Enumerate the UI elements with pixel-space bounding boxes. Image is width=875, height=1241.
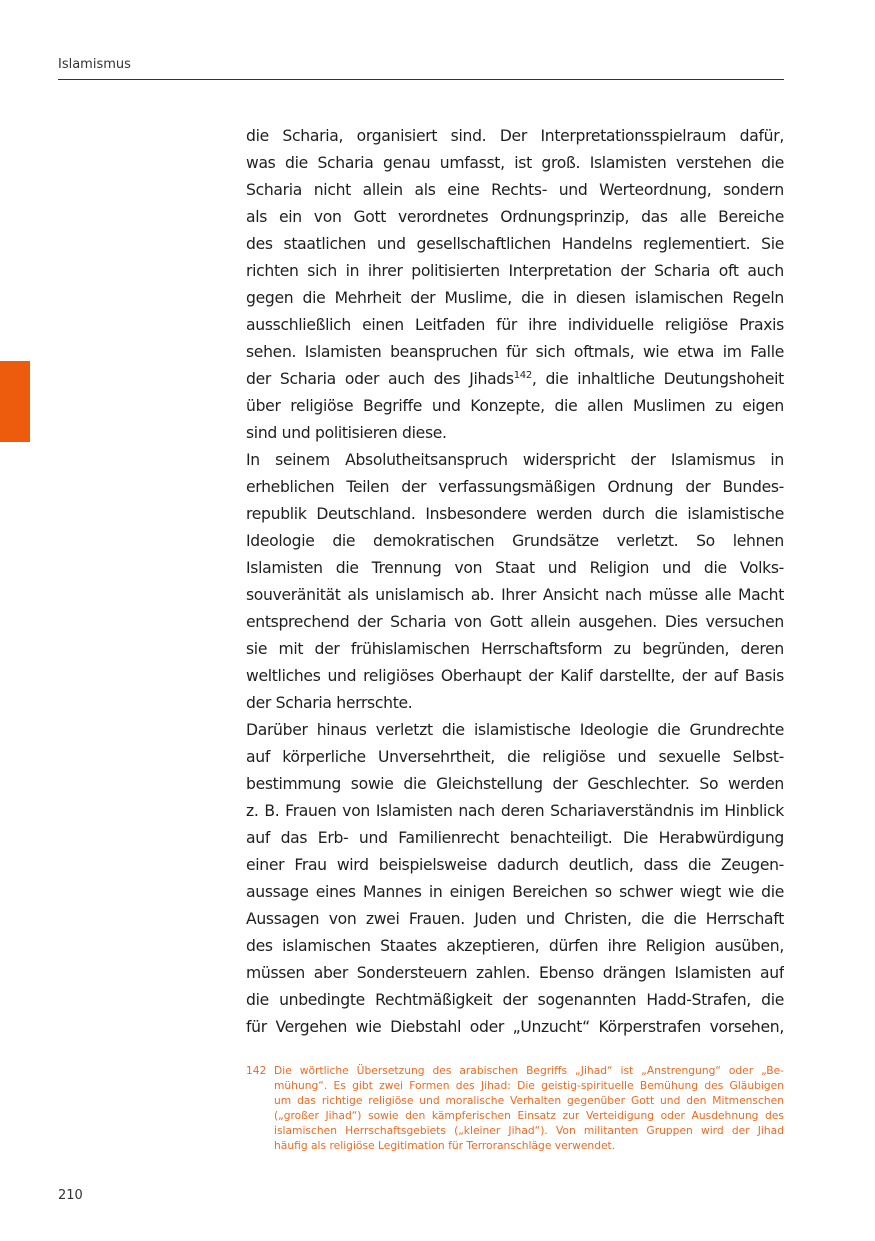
- text-fragment: der Scharia oder auch des Jihads: [246, 370, 514, 388]
- text-line: die Scharia, organisiert sind. Der Interpretationsspielraum dafür,: [246, 127, 784, 145]
- footnote-text: [274, 1063, 784, 1153]
- footnote-line: islamischen Herrschaftsgebiets („kleiner Jihad“). Von militanten Gruppen wird der Jihad: [274, 1124, 784, 1137]
- paragraph-2: [246, 447, 784, 717]
- footnote-line: häufig als religiöse Legitimation für Terroranschläge verwendet.: [274, 1139, 616, 1152]
- text-fragment: , die inhaltliche Deutungshoheit: [531, 370, 784, 388]
- text-line: souveränität als unislamisch ab. Ihrer Ansicht nach müsse alle Macht: [246, 586, 784, 604]
- text-line: entsprechend der Scharia von Gott allein ausgehen. Dies versuchen: [246, 613, 784, 631]
- footnote-number: 142: [246, 1064, 267, 1077]
- text-line: sehen. Islamisten beanspruchen für sich oftmals, wie etwa im Falle: [246, 343, 784, 361]
- text-line: Islamisten die Trennung von Staat und Religion und die Volks-: [246, 559, 784, 577]
- text-line: sind und politisieren diese.: [246, 424, 447, 442]
- text-line: ausschließlich einen Leitfaden für ihre individuelle religiöse Praxis: [246, 316, 784, 334]
- text-line: z. B. Frauen von Islamisten nach deren Schariaverständnis im Hinblick: [246, 802, 784, 820]
- text-line-with-footnote-marker: [246, 366, 784, 393]
- chapter-side-tab: [0, 361, 30, 442]
- text-line: über religiöse Begriffe und Konzepte, die allen Muslimen zu eigen: [246, 397, 784, 415]
- text-line: Scharia nicht allein als eine Rechts- und Werteordnung, sondern: [246, 181, 784, 199]
- text-line: einer Frau wird beispielsweise dadurch deutlich, dass die Zeugen-: [246, 856, 784, 874]
- text-line: der Scharia herrschte.: [246, 694, 413, 712]
- text-line: müssen aber Sondersteuern zahlen. Ebenso drängen Islamisten auf: [246, 964, 784, 982]
- text-line: In seinem Absolutheitsanspruch widerspricht der Islamismus in: [246, 451, 784, 469]
- paragraph-1: [246, 123, 784, 447]
- page-number: 210: [58, 1188, 83, 1203]
- footnote-142: [246, 1063, 784, 1153]
- footnote-line: mühung“. Es gibt zwei Formen des Jihad: Die geistig-spirituelle Bemühung des Gläubigen: [274, 1079, 784, 1092]
- text-line: was die Scharia genau umfasst, ist groß. Islamisten verstehen die: [246, 154, 784, 172]
- text-line: Darüber hinaus verletzt die islamistische Ideologie die Grundrechte: [246, 721, 784, 739]
- body-text: [246, 123, 784, 1041]
- text-line: republik Deutschland. Insbesondere werden durch die islamistische: [246, 505, 784, 523]
- running-header: Islamismus: [58, 57, 131, 72]
- text-line: sie mit der frühislamischen Herrschaftsform zu begründen, deren: [246, 640, 784, 658]
- text-line: gegen die Mehrheit der Muslime, die in diesen islamischen Regeln: [246, 289, 784, 307]
- footnote-marker[interactable]: 142: [513, 370, 532, 381]
- footnote-line: („großer Jihad“) sowie den kämpferischen Einsatz zur Verteidigung oder Ausdehnung des: [274, 1109, 784, 1122]
- text-line: als ein von Gott verordnetes Ordnungsprinzip, das alle Bereiche: [246, 208, 784, 226]
- text-line: auf körperliche Unversehrtheit, die religiöse und sexuelle Selbst-: [246, 748, 784, 766]
- footnote-line: Die wörtliche Übersetzung des arabischen Begriffs „Jihad“ ist „Anstrengung“ oder „Be-: [274, 1064, 784, 1077]
- header-rule: [58, 79, 784, 80]
- text-line: des staatlichen und gesellschaftlichen Handelns reglementiert. Sie: [246, 235, 784, 253]
- text-line: aussage eines Mannes in einigen Bereichen so schwer wiegt wie die: [246, 883, 784, 901]
- text-line: Ideologie die demokratischen Grundsätze verletzt. So lehnen: [246, 532, 784, 550]
- text-line: auf das Erb- und Familienrecht benachteiligt. Die Herabwürdigung: [246, 829, 784, 847]
- paragraph-3: [246, 717, 784, 1041]
- text-line: richten sich in ihrer politisierten Interpretation der Scharia oft auch: [246, 262, 784, 280]
- text-line: erheblichen Teilen der verfassungsmäßigen Ordnung der Bundes-: [246, 478, 784, 496]
- text-line: des islamischen Staates akzeptieren, dürfen ihre Religion ausüben,: [246, 937, 784, 955]
- text-line: bestimmung sowie die Gleichstellung der Geschlechter. So werden: [246, 775, 784, 793]
- text-line: Aussagen von zwei Frauen. Juden und Christen, die die Herrschaft: [246, 910, 784, 928]
- footnote-line: um das richtige religiöse und moralische Verhalten gegenüber Gott und den Mitmenschen: [274, 1094, 784, 1107]
- text-line: für Vergehen wie Diebstahl oder „Unzucht“ Körperstrafen vorsehen,: [246, 1018, 784, 1036]
- text-line: die unbedingte Rechtmäßigkeit der sogenannten Hadd-Strafen, die: [246, 991, 784, 1009]
- text-line: weltliches und religiöses Oberhaupt der Kalif darstellte, der auf Basis: [246, 667, 784, 685]
